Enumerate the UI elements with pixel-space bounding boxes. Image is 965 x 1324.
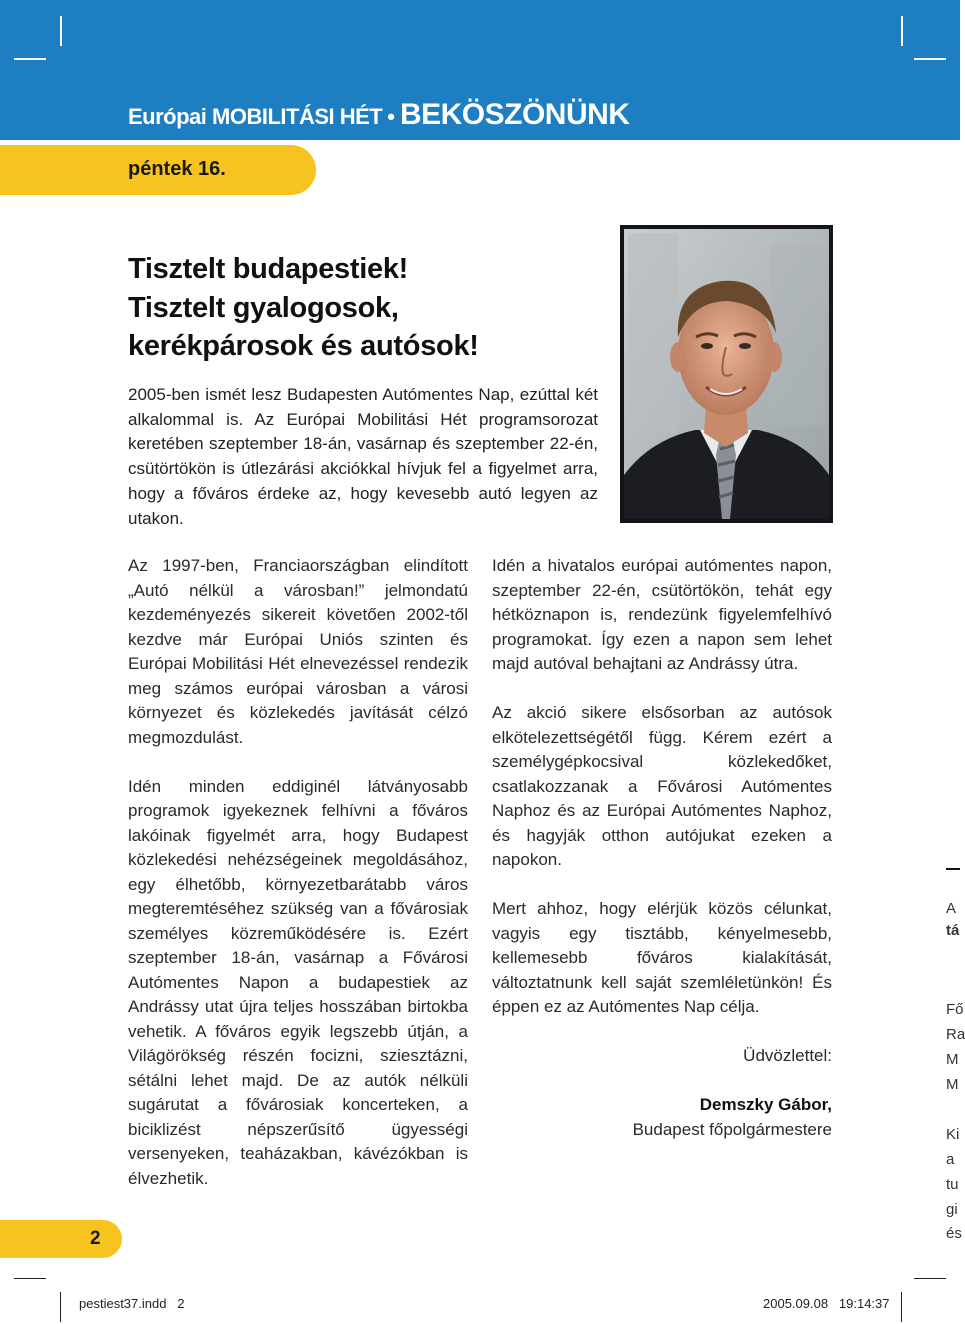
left-column [128, 554, 468, 1216]
next-page-fragment-4: Ra [946, 1026, 965, 1043]
signature-block [492, 1093, 832, 1142]
next-page-fragment-11: és [946, 1225, 962, 1242]
next-page-fragment-2: tá [946, 922, 960, 939]
next-page-fragment-6: M [946, 1076, 959, 1093]
section-title [128, 100, 629, 130]
right-paragraph-2: Az akció sikere elsősorban az autósok elkötelezettségétől függ. Kérem ezért a személygépkocsival közlekedőket, csatlakozzanak a Fővárosi Autómentes Naphoz és az Európai Autómentes Naphoz, és hagyják otthon autójukat ezeken a napokon. [492, 703, 832, 869]
headline-line-3: kerékpárosok és autósok! [128, 330, 479, 362]
headline-line-2: Tisztelt gyalogosok, [128, 291, 399, 324]
page-number: 2 [90, 1228, 101, 1249]
crop-mark-top-right-v [901, 16, 903, 46]
crop-mark-top-left-v [60, 16, 62, 46]
next-page-fragment-8: a [946, 1151, 955, 1168]
crop-mark-bottom-right-v [901, 1292, 902, 1322]
next-page-fragment-10: gi [946, 1201, 958, 1218]
page-number-badge [0, 1220, 122, 1258]
section-title-bullet: • [387, 104, 395, 129]
headline [128, 250, 608, 366]
next-page-fragment-5: M [946, 1051, 959, 1068]
section-title-series: Európai MOBILITÁSI HÉT [128, 104, 383, 129]
right-column [492, 554, 832, 1142]
greeting: Üdvözlettel: [743, 1046, 832, 1065]
lead-paragraph: 2005-ben ismét lesz Budapesten Autómentes Nap, ezúttal két alkalommal is. Az Európai Mobilitási Hét programsorozat keretében szeptember 18-án, vasárnap és szeptember 22-én, csütörtökön is útlezárási akciókkal hívjuk fel a figyelmet arra, hogy a főváros érdeke az, hogy kevesebb autó legyen az utakon. [128, 385, 598, 528]
right-paragraph-3: Mert ahhoz, hogy elérjük közös célunkat, vagyis egy tisztább, kényelmesebb, kellemesebb főváros kialakítását, változtatnunk kell saját szemléletünkön! És éppen ez az Autómentes Nap célja. [492, 899, 832, 1016]
next-page-fragment-9: tu [946, 1176, 959, 1193]
headline-line-1: Tisztelt budapestiek! [128, 253, 409, 285]
crop-mark-bottom-left-h [14, 1278, 46, 1279]
crop-mark-top-right-h [914, 58, 946, 60]
date-label: péntek 16. [128, 158, 226, 180]
crop-mark-bottom-right-h [914, 1278, 946, 1279]
next-page-fragment-1: A [946, 900, 957, 917]
crop-mark-top-left-h [14, 58, 46, 60]
crop-mark-bottom-left-v [60, 1292, 61, 1322]
next-page-rule [946, 868, 960, 870]
slug-file: pestiest37.indd 2 [79, 1296, 185, 1311]
portrait-illustration [620, 225, 833, 523]
section-title-main: BEKÖSZÖNÜNK [399, 98, 630, 131]
right-paragraph-1: Idén a hivatalos európai autómentes napon, szeptember 22-én, csütörtökön, tehát egy hétköznapon is, rendezünk figyelemfelhívó programokat. Így ezen a napon sem lehet majd autóval behajtani az Andrássy útra. [492, 556, 832, 673]
left-paragraph-2: Idén minden eddiginél látványosabb programok igyekeznek felhívni a főváros lakóinak figyelmét arra, hogy Budapest közlekedési nehézségeinek megoldásához, egy élhetőbb, környezetbarátabb város megteremtéséhez szükség van a fővárosiak személyes közreműködésére is. Ezért szeptember 18-án, vasárnap a Fővárosi Autómentes Napon a budapestiek az Andrássy utat újra teljes hosszában birtokba vehetik. A főváros egyik legszebb útján, a Világörökség részén focizni, sziesztázni, sétálni lehet majd. De az autók nélküli sugárutat a fővárosiak koncerteken, a biciklizést népszerűsítő ügyességi versenyeken, teaházakban, kávézókban is élvezhetik. [128, 776, 468, 1188]
signer-title: Budapest főpolgármestere [632, 1119, 832, 1139]
signer-name: Demszky Gábor, [699, 1095, 832, 1114]
next-page-fragment-7: Ki [946, 1126, 960, 1143]
next-page-fragment-3: Fő [946, 1001, 964, 1018]
portrait-photo [620, 225, 833, 523]
slug-date: 2005.09.08 19:14:37 [763, 1296, 890, 1311]
left-paragraph-1: Az 1997-ben, Franciaországban elindított „Autó nélkül a városban!” jelmondatú kezdeményezés sikereit követően 2002-től kezdve már Európai Uniós szinten és Európai Mobilitási Hét elnevezéssel rendezik meg számos európai városban a városi környezet és közlekedés javítását célzó megmozdulást. [128, 556, 468, 747]
